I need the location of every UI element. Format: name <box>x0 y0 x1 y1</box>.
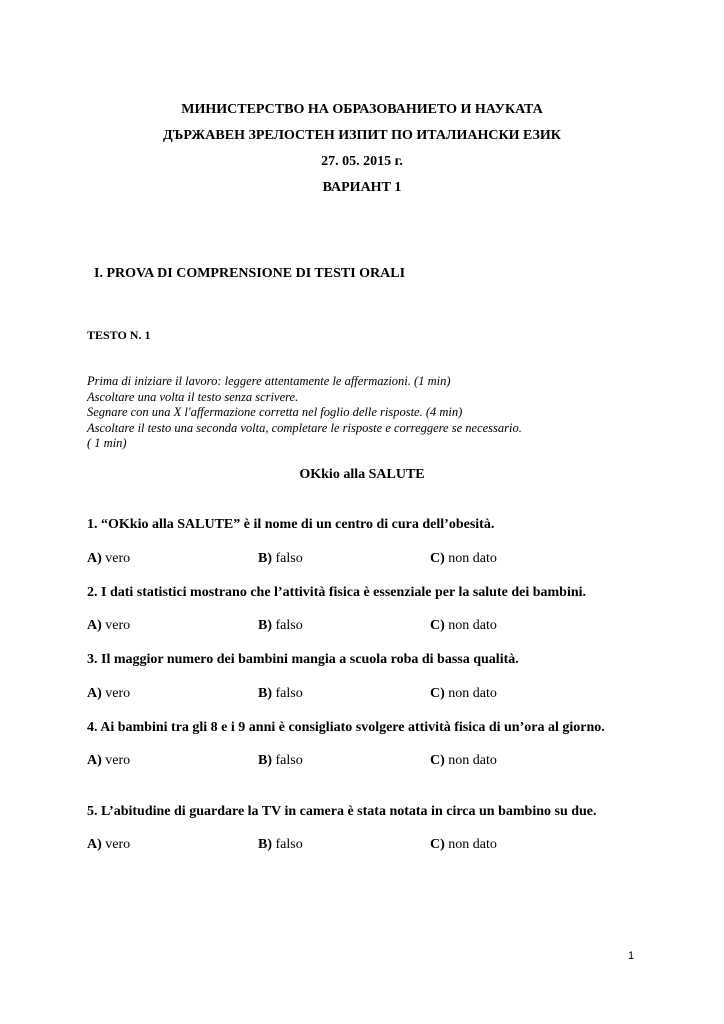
section-title: I. PROVA DI COMPRENSIONE DI TESTI ORALI <box>94 266 406 281</box>
option-a[interactable] <box>87 617 130 635</box>
option-c[interactable] <box>430 550 497 568</box>
question-4: 4. Ai bambini tra gli 8 e i 9 anni è consigliato svolgere attività fisica di un’ora al giorno. <box>87 720 605 735</box>
option-c[interactable] <box>430 617 497 635</box>
testo-label: TESTO N. 1 <box>87 328 151 342</box>
option-a[interactable] <box>87 550 130 568</box>
option-b[interactable] <box>258 685 303 703</box>
option-c[interactable] <box>430 752 497 770</box>
question-3: 3. Il maggior numero dei bambini mangia a scuola roba di bassa qualità. <box>87 652 519 667</box>
option-letter: C) <box>430 753 445 768</box>
option-a[interactable] <box>87 836 130 854</box>
option-letter: C) <box>430 618 445 633</box>
option-text: vero <box>101 753 131 768</box>
page-number: 1 <box>628 950 635 962</box>
option-b[interactable] <box>258 550 303 568</box>
option-b[interactable] <box>258 752 303 770</box>
option-c[interactable] <box>430 836 497 854</box>
question-5: 5. L’abitudine di guardare la TV in camera è stata notata in circa un bambino su due. <box>87 804 597 819</box>
question-1: 1. “OKkio alla SALUTE” è il nome di un centro di cura dell’obesità. <box>87 517 495 532</box>
option-c[interactable] <box>430 685 497 703</box>
option-letter: A) <box>87 753 102 768</box>
text-title: OKkio alla SALUTE <box>299 467 425 482</box>
option-text: non dato <box>444 686 497 701</box>
ministry-title: МИНИСТЕРСТВО НА ОБРАЗОВАНИЕТО И НАУКАТА <box>181 102 543 117</box>
option-letter: B) <box>258 551 272 566</box>
option-letter: A) <box>87 551 102 566</box>
option-text: falso <box>272 618 303 633</box>
exam-title: ДЪРЖАВЕН ЗРЕЛОСТЕН ИЗПИТ ПО ИТАЛИАНСКИ ЕЗИК <box>163 128 561 143</box>
option-text: non dato <box>444 618 497 633</box>
exam-variant: ВАРИАНТ 1 <box>322 180 402 195</box>
option-letter: B) <box>258 618 272 633</box>
option-letter: B) <box>258 837 272 852</box>
option-text: falso <box>272 753 303 768</box>
option-a[interactable] <box>87 685 130 703</box>
option-text: vero <box>101 551 131 566</box>
option-letter: C) <box>430 686 445 701</box>
instruction-line: Ascoltare una volta il testo senza scrivere. <box>87 389 299 404</box>
option-a[interactable] <box>87 752 130 770</box>
instruction-line: ( 1 min) <box>87 436 127 450</box>
instruction-line: Segnare con una X l'affermazione corretta nel foglio delle risposte. (4 min) <box>87 405 463 419</box>
option-text: non dato <box>444 753 497 768</box>
option-text: vero <box>101 618 131 633</box>
instruction-line: Prima di iniziare il lavoro: leggere attentamente le affermazioni. (1 min) <box>87 374 451 388</box>
option-letter: C) <box>430 551 445 566</box>
instruction-line: Ascoltare il testo una seconda volta, completare le risposte e correggere se necessario. <box>87 420 522 435</box>
instructions-block <box>87 374 522 452</box>
option-text: falso <box>272 551 303 566</box>
exam-date: 27. 05. 2015 г. <box>321 154 403 169</box>
option-letter: B) <box>258 686 272 701</box>
option-text: falso <box>272 686 303 701</box>
option-text: non dato <box>444 551 497 566</box>
option-letter: A) <box>87 686 102 701</box>
option-b[interactable] <box>258 617 303 635</box>
option-text: vero <box>101 686 131 701</box>
option-text: non dato <box>444 837 497 852</box>
option-text: falso <box>272 837 303 852</box>
option-letter: C) <box>430 837 445 852</box>
option-letter: A) <box>87 837 102 852</box>
option-letter: B) <box>258 753 272 768</box>
option-b[interactable] <box>258 836 303 854</box>
question-2: 2. I dati statistici mostrano che l’attività fisica è essenziale per la salute dei bambini. <box>87 585 587 600</box>
option-text: vero <box>101 837 131 852</box>
option-letter: A) <box>87 618 102 633</box>
